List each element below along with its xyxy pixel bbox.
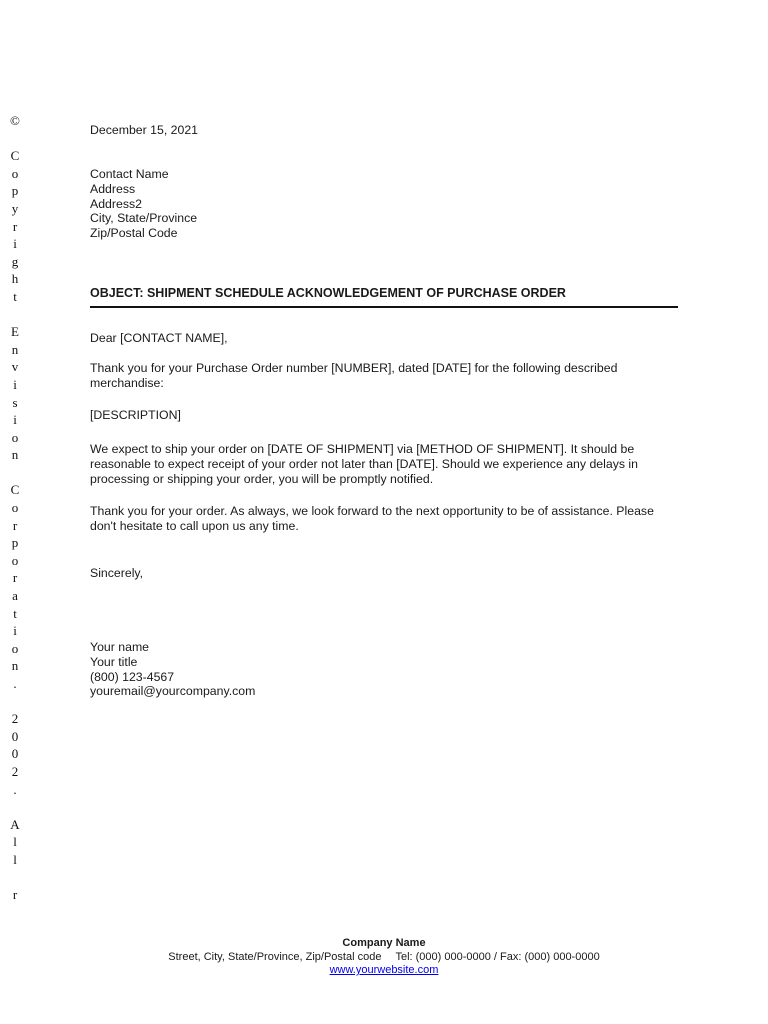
letter-closing: Sincerely, (90, 566, 144, 580)
copyright-char: i (13, 236, 17, 252)
footer-address: Street, City, State/Province, Zip/Postal code (168, 950, 382, 963)
copyright-char: r (12, 517, 18, 533)
paragraph-thanks: Thank you for your order. As always, we look forward to the next opportunity to be of assistance. Please don't hesitate to call upon us any time. (90, 504, 654, 533)
copyright-char: r (12, 887, 18, 903)
recipient-city-state: City, State/Province (90, 211, 198, 226)
copyright-char (8, 306, 22, 324)
copyright-char: p (11, 183, 19, 199)
paragraph-shipment: We expect to ship your order on [DATE OF SHIPMENT] via [METHOD OF SHIPMENT]. It should be reasonable to expect receipt of your order not later than [DATE]. Should we experience any delays in processing or shipping your order, you will be promptly notified. (90, 442, 638, 486)
copyright-char: s (12, 394, 18, 410)
copyright-char: n (11, 447, 19, 463)
copyright-char: l (13, 851, 17, 867)
copyright-char: o (11, 429, 19, 445)
letter-subject: OBJECT: SHIPMENT SCHEDULE ACKNOWLEDGEMENT OF PURCHASE ORDER (90, 286, 678, 308)
copyright-char: a (12, 588, 18, 604)
copyright-char: 0 (11, 728, 19, 744)
copyright-char (8, 130, 22, 148)
copyright-char: . (13, 781, 17, 797)
copyright-char: n (11, 658, 19, 674)
copyright-char: 0 (11, 746, 19, 762)
copyright-char: o (11, 640, 19, 656)
recipient-address-line1: Address (90, 181, 136, 196)
copyright-char: g (11, 253, 19, 269)
letter-greeting: Dear [CONTACT NAME], (90, 331, 228, 345)
copyright-char: o (11, 552, 19, 568)
copyright-char (8, 693, 22, 711)
recipient-contact-name: Contact Name (90, 167, 169, 181)
copyright-char: h (11, 271, 19, 287)
recipient-zip: Zip/Postal Code (90, 226, 178, 241)
copyright-char (8, 464, 22, 482)
copyright-char: i (13, 412, 17, 428)
copyright-char: o (11, 165, 19, 181)
letter-date: December 15, 2021 (90, 123, 199, 137)
copyright-char: l (13, 834, 17, 850)
footer-address-line (0, 951, 768, 965)
copyright-char: n (11, 341, 19, 357)
footer-company-name: Company Name (342, 937, 426, 949)
vertical-copyright-notice (8, 112, 22, 904)
description-placeholder: [DESCRIPTION] (90, 408, 181, 422)
signature-phone: (800) 123-4567 (90, 669, 175, 684)
copyright-char: C (10, 148, 20, 164)
copyright-char: 2 (11, 763, 19, 779)
copyright-char (8, 798, 22, 816)
copyright-char: p (11, 535, 19, 551)
recipient-address (90, 167, 197, 241)
copyright-char (8, 869, 22, 887)
copyright-char: 2 (11, 711, 19, 727)
copyright-char: y (11, 200, 19, 216)
copyright-char: o (11, 500, 19, 516)
signature-block (90, 640, 255, 699)
copyright-char: i (13, 376, 17, 392)
copyright-char: E (11, 324, 19, 340)
signature-name: Your name (90, 640, 150, 654)
signature-email: youremail@yourcompany.com (90, 684, 256, 699)
footer-website-link[interactable]: www.yourwebsite.com (329, 964, 439, 976)
copyright-char: t (13, 605, 17, 621)
copyright-char: i (13, 623, 17, 639)
copyright-char: r (12, 570, 18, 586)
page-footer (0, 937, 768, 978)
copyright-char: C (10, 482, 20, 498)
recipient-address-line2: Address2 (90, 196, 142, 211)
copyright-char: . (13, 676, 17, 691)
copyright-char: © (10, 113, 20, 128)
signature-title: Your title (90, 654, 138, 669)
footer-contact: Tel: (000) 000-0000 / Fax: (000) 000-0000 (395, 950, 600, 963)
copyright-char: v (11, 359, 19, 375)
paragraph-purchase-order: Thank you for your Purchase Order number [NUMBER], dated [DATE] for the following described merchandise: (90, 361, 618, 390)
copyright-char: r (12, 218, 18, 234)
copyright-char: t (13, 288, 17, 304)
copyright-char: A (10, 816, 20, 832)
